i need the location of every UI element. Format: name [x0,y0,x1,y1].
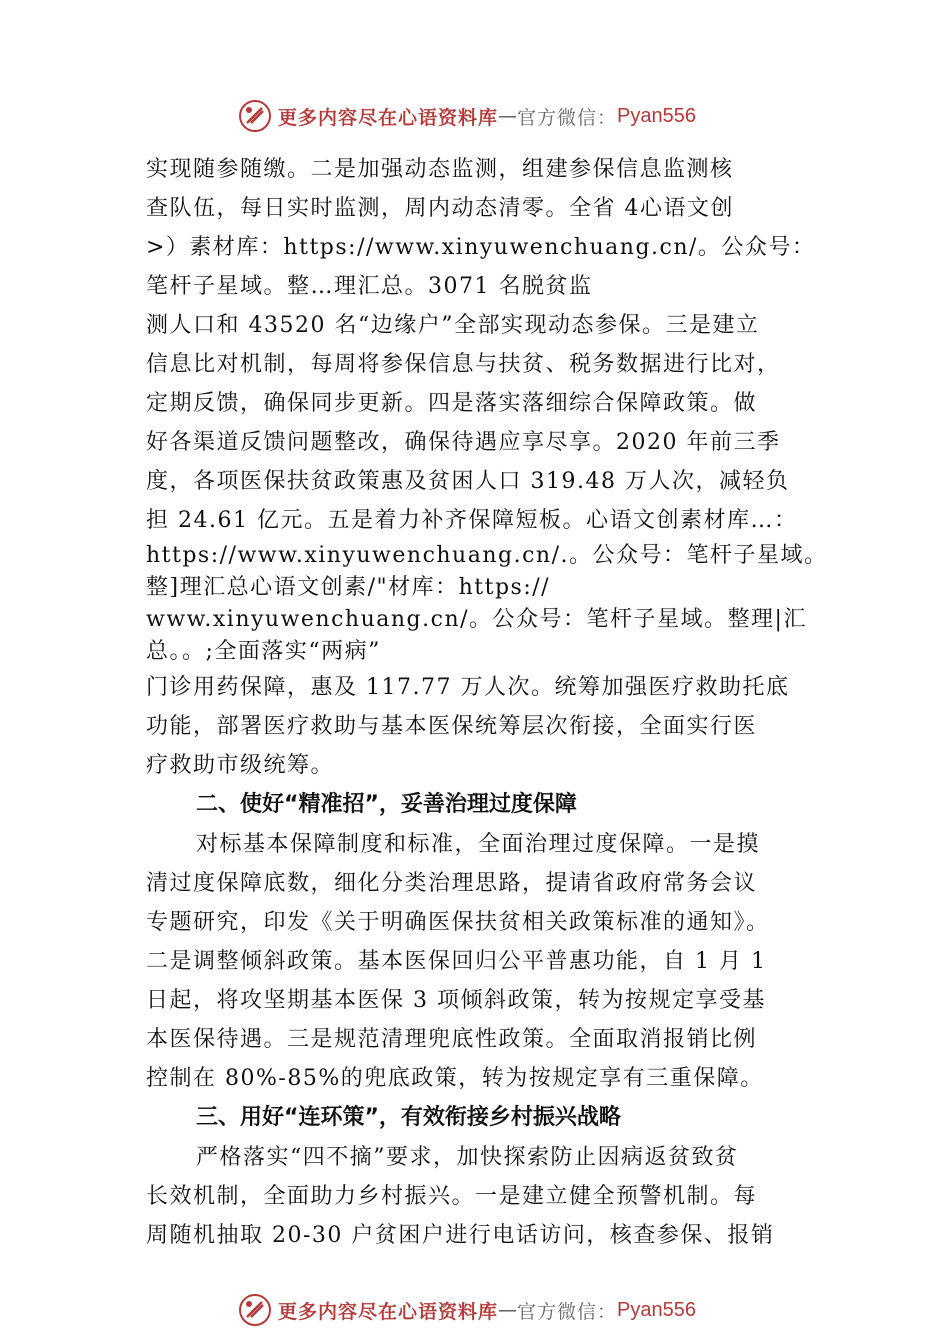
text-line: 周随机抽取 20-30 户贫困户进行电话访问，核查参保、报销 [146,1223,775,1248]
text-line: www.xinyuwenchuang.cn/。公众号：笔杆子星域。整理|汇 [146,607,807,632]
text-line: 功能，部署医疗救助与基本医保统筹层次衔接，全面实行医 [146,714,758,739]
banner-wechat-id: Pyan556 [617,1298,696,1321]
text-line: 笔杆子星域。整…理汇总。3071 名脱贫监 [146,274,593,299]
text-line: 总。。;全面落实“两病” [146,639,381,664]
text-line: >）素材库：https://www.xinyuwenchuang.cn/。公众号： [146,235,816,260]
text-line: 长效机制，全面助力乡村振兴。一是建立健全预警机制。每 [146,1184,758,1209]
logo-icon [238,1293,272,1327]
text-line: 本医保待遇。三是规范清理兜底性政策。全面取消报销比例 [146,1027,758,1052]
section-heading-3: 三、用好“连环策”，有效衔接乡村振兴战略 [196,1105,621,1130]
text-line: 门诊用药保障，惠及 117.77 万人次。统筹加强医疗救助托底 [146,675,790,700]
text-line: 担 24.61 亿元。五是着力补齐保障短板。心语文创素材库…： [146,508,798,533]
document-body [146,150,846,1255]
text-line: 严格落实“四不摘”要求，加快探索防止因病返贫致贫 [196,1145,739,1170]
banner-dash: — [498,105,518,127]
text-line: 专题研究，印发《关于明确医保扶贫相关政策标准的通知》。 [146,910,770,935]
header-banner [238,96,696,136]
text-line: 定期反馈，确保同步更新。四是落实落细综合保障政策。做 [146,391,758,416]
text-line: 二是调整倾斜政策。基本医保回归公平普惠功能，自 1 月 1 [146,949,767,974]
text-line: 日起，将攻坚期基本医保 3 项倾斜政策，转为按规定享受基 [146,988,766,1013]
banner-wechat-label: 官方微信： [517,106,618,129]
text-line: 清过度保障底数，细化分类治理思路，提请省政府常务会议 [146,871,758,896]
text-line: 控制在 80%-85%的兜底政策，转为按规定享有三重保障。 [146,1066,764,1091]
text-line: 好各渠道反馈问题整改，确保待遇应享尽享。2020 年前三季 [146,430,781,455]
logo-icon [238,99,272,133]
banner-wechat-label: 官方微信： [517,1300,618,1323]
banner-wechat-id: Pyan556 [617,104,696,127]
text-line: 查队伍，每日实时监测，周内动态清零。全省 4心语文创 [146,196,734,221]
text-line: 整]理汇总心语文创素/"材库：https:// [146,575,551,600]
banner-title: 更多内容尽在心语资料库 [278,1300,499,1323]
banner-dash: — [498,1299,518,1321]
section-heading-2: 二、使好“精准招”，妥善治理过度保障 [196,792,577,817]
text-line: https://www.xinyuwenchuang.cn/.。公众号：笔杆子星域。 [146,543,828,568]
text-line: 实现随参随缴。二是加强动态监测，组建参保信息监测核 [146,157,734,182]
text-line: 测人口和 43520 名“边缘户”全部实现动态参保。三是建立 [146,313,760,338]
banner-title: 更多内容尽在心语资料库 [278,106,499,129]
text-line: 度，各项医保扶贫政策惠及贫困人口 319.48 万人次，减轻负 [146,469,790,494]
text-line: 疗救助市级统筹。 [146,753,335,778]
footer-banner [238,1290,696,1330]
text-line: 信息比对机制，每周将参保信息与扶贫、税务数据进行比对， [146,352,781,377]
text-line: 对标基本保障制度和标准，全面治理过度保障。一是摸 [196,832,761,857]
